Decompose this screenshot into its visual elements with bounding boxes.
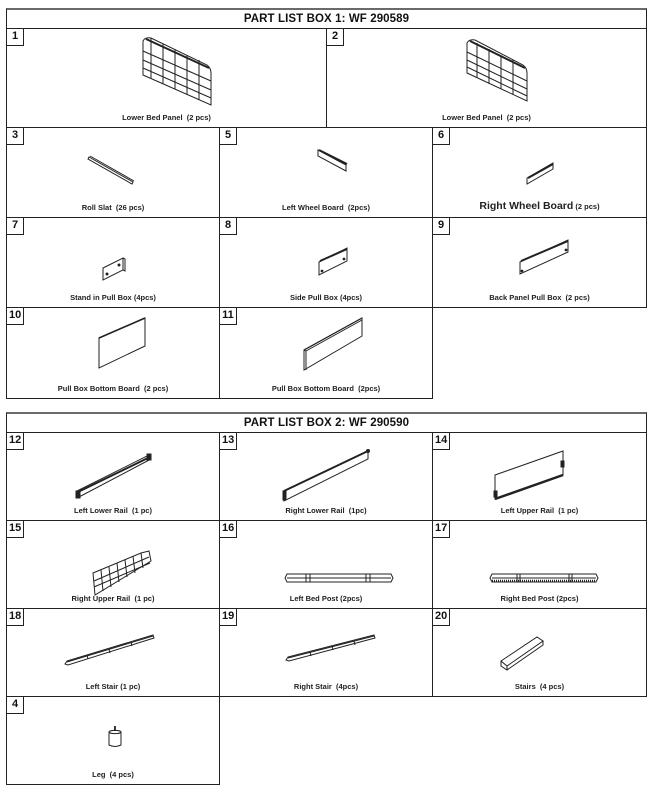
part-cell-7 [6, 217, 220, 308]
part-number: 9 [432, 217, 450, 235]
part-number: 19 [219, 608, 237, 626]
part-number: 14 [432, 432, 450, 450]
part-label: Side Pull Box (4pcs) [289, 293, 363, 302]
part-label: Back Panel Pull Box (2 pcs) [489, 293, 590, 302]
part-label: Lower Bed Panel (2 pcs) [442, 113, 531, 122]
part-cell-4 [6, 696, 220, 785]
part-number: 8 [219, 217, 237, 235]
part-label: Left Upper Rail (1 pc) [500, 506, 579, 515]
part-cell-17 [432, 520, 647, 609]
part-number: 16 [219, 520, 237, 538]
part-label: Right Stair (4pcs) [293, 682, 359, 691]
part-cell-14 [432, 432, 647, 521]
part-label: Left Wheel Board (2pcs) [282, 203, 370, 212]
part-label: Right Lower Rail (1pc) [285, 506, 367, 515]
part-label: Right Bed Post (2pcs) [500, 594, 579, 603]
part-label: Stairs (4 pcs) [514, 682, 565, 691]
part-label: Lower Bed Panel (2 pcs) [122, 113, 211, 122]
part-cell-11 [219, 307, 433, 399]
part-number: 6 [432, 127, 450, 145]
part-number: 2 [326, 28, 344, 46]
part-list-box-1 [6, 8, 647, 400]
part-number: 3 [6, 127, 24, 145]
part-cell-1 [6, 28, 327, 128]
part-cell-3 [6, 127, 220, 218]
part-cell-13 [219, 432, 433, 521]
part-label: Left Stair (1 pc) [85, 682, 141, 691]
part-number: 7 [6, 217, 24, 235]
part-number: 4 [6, 696, 24, 714]
part-cell-6 [432, 127, 647, 218]
part-number: 17 [432, 520, 450, 538]
part-cell-10 [6, 307, 220, 399]
part-cell-16 [219, 520, 433, 609]
part-label: Roll Slat (26 pcs) [81, 203, 145, 212]
part-cell-15 [6, 520, 220, 609]
part-number: 18 [6, 608, 24, 626]
part-list-box-2 [6, 412, 647, 785]
part-label: Pull Box Bottom Board (2 pcs) [57, 384, 169, 393]
part-number: 12 [6, 432, 24, 450]
part-number: 1 [6, 28, 24, 46]
part-label: Stand in Pull Box (4pcs) [70, 293, 156, 302]
box-1-title: PART LIST BOX 1: WF 290589 [6, 8, 647, 29]
part-number: 11 [219, 307, 237, 325]
part-label: Right Upper Rail (1 pc) [71, 594, 155, 603]
part-cell-5 [219, 127, 433, 218]
part-cell-9 [432, 217, 647, 308]
part-label: Left Bed Post (2pcs) [289, 594, 363, 603]
part-cell-12 [6, 432, 220, 521]
part-number: 15 [6, 520, 24, 538]
box-2-title: PART LIST BOX 2: WF 290590 [6, 412, 647, 433]
part-number: 20 [432, 608, 450, 626]
part-number: 13 [219, 432, 237, 450]
part-cell-20 [432, 608, 647, 697]
part-cell-18 [6, 608, 220, 697]
part-label: Right Wheel Board (2 pcs) [479, 200, 600, 212]
part-number: 10 [6, 307, 24, 325]
part-label: Leg (4 pcs) [92, 770, 134, 779]
part-cell-2 [326, 28, 647, 128]
part-cell-19 [219, 608, 433, 697]
part-number: 5 [219, 127, 237, 145]
part-cell-8 [219, 217, 433, 308]
part-label: Pull Box Bottom Board (2pcs) [271, 384, 381, 393]
part-label: Left Lower Rail (1 pc) [74, 506, 152, 515]
